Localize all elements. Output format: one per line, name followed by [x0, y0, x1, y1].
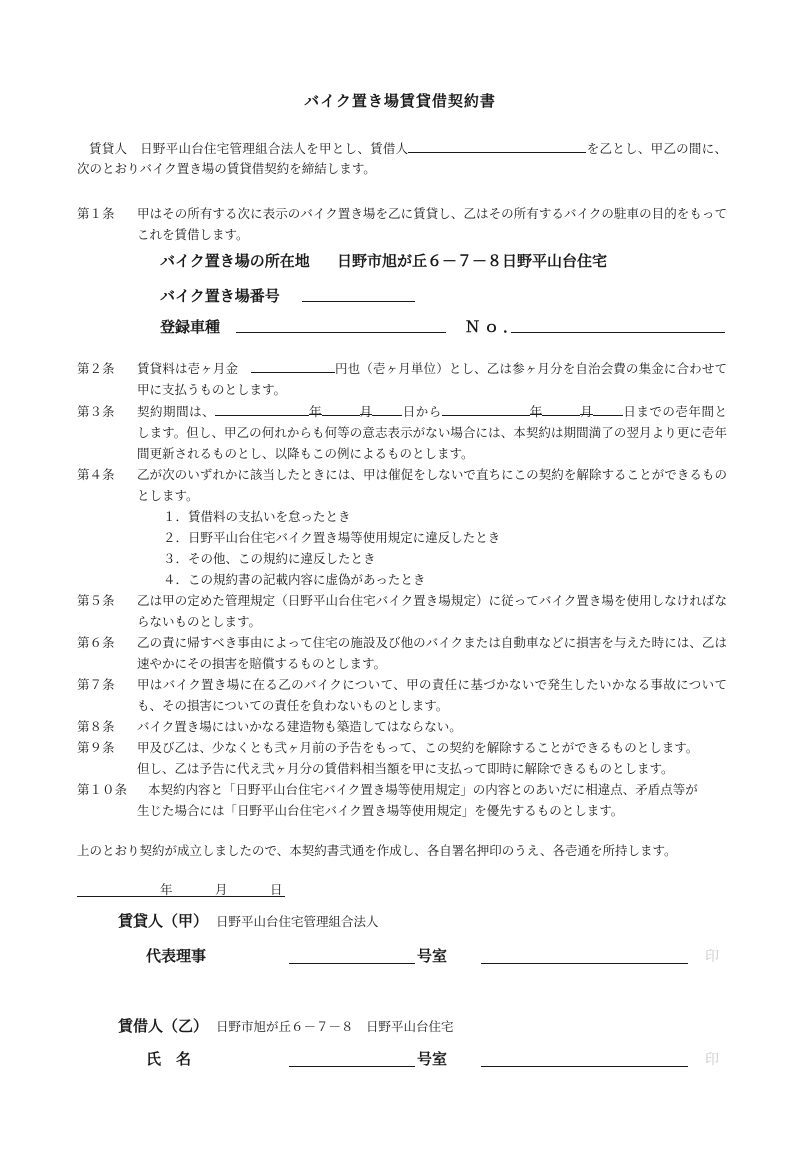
article-4-item-1: １．賃借料の支払いを怠ったとき	[163, 509, 351, 524]
location-value: 日野市旭が丘６－７－８日野平山台住宅	[337, 252, 608, 270]
start-year-blank[interactable]	[215, 402, 309, 416]
article-2-body	[137, 358, 727, 400]
article-4-item-4: ４．この規約書の記載内容に虚偽があったとき	[163, 572, 426, 587]
end-year-text: 年	[530, 401, 543, 415]
end-day-text: 日までの壱年	[622, 404, 702, 419]
article-5-body: 乙は甲の定めた管理規定（日野平山台住宅バイク置き場規定）に従ってバイク置き場を使用しなければならないものとします。	[137, 593, 727, 629]
article-9-line-1: 甲及び乙は、少なくとも弐ヶ月前の予告をもって、この契約を解除することができるものとします。	[137, 740, 699, 755]
article-1-body: 甲はその所有する次に表示のバイク置き場を乙に賃貸し、乙はその所有するバイクの駐車の目的をもってこれを賃借します。	[137, 206, 727, 242]
lessor-name: 日野平山台住宅管理組合法人	[216, 914, 379, 929]
end-month-blank[interactable]	[542, 402, 580, 416]
article-9-label: 第９条	[77, 740, 115, 755]
start-day-blank[interactable]	[372, 402, 402, 416]
lessor-rep-label: 代表理事	[146, 947, 207, 965]
article-6-label: 第６条	[77, 635, 115, 650]
start-year-text: 年	[309, 401, 322, 415]
end-month-text: 月	[580, 401, 593, 415]
article-5-label: 第５条	[77, 593, 115, 608]
start-month-text: 月	[360, 401, 373, 415]
article-1-label: 第１条	[77, 206, 115, 221]
lessor-signature-blank[interactable]	[481, 963, 688, 964]
lessor-seal-mark: 印	[705, 949, 719, 965]
vehicle-label: 登録車種	[160, 318, 221, 336]
article-4-item-2: ２．日野平山台住宅バイク置き場等使用規定に違反したとき	[163, 530, 501, 545]
article-2-text-2: 円也（壱ヶ月単位）とし、乙は参ヶ月分を自治会費の集金に合わせて甲に支払うものとします。	[137, 361, 727, 397]
lessee-name-blank[interactable]	[408, 139, 586, 153]
article-7-label: 第７条	[77, 677, 115, 692]
article-6-body: 乙の責に帰すべき事由によって住宅の施設及び他のバイクまたは自動車などに損害を与えた時には、乙は速やかにその損害を賠償するものとします。	[137, 635, 727, 671]
start-month-blank[interactable]	[322, 402, 360, 416]
article-3-label: 第３条	[77, 404, 115, 419]
article-8-body: バイク置き場にはいかなる建造物も築造してはならない。	[137, 719, 462, 734]
article-10-label: 第１０条	[77, 782, 128, 797]
vehicle-number-blank[interactable]	[511, 332, 725, 333]
closing-statement: 上のとおり契約が成立しましたので、本契約書弐通を作成し、各自署名押印のうえ、各壱通を所持します。	[77, 843, 677, 858]
vehicle-no-label: Ｎｏ．	[465, 318, 523, 336]
end-day-blank[interactable]	[593, 402, 623, 416]
lessee-seal-mark: 印	[705, 1052, 719, 1068]
article-2-label: 第２条	[77, 361, 115, 376]
article-9-line-2: 但し、乙は予告に代え弐ヶ月分の賃借料相当額を甲に支払って即時に解除できるものとします。	[137, 761, 674, 776]
lessee-address: 日野市旭が丘６－７－８ 日野平山台住宅	[216, 1019, 454, 1034]
location-label: バイク置き場の所在地	[160, 252, 310, 270]
document-title: バイク置き場賃貸借契約書	[304, 92, 496, 110]
article-10-line-1: 本契約内容と「日野平山台住宅バイク置き場等使用規定」の内容とのあいだに相違点、矛盾点等が	[148, 782, 698, 797]
rent-amount-blank[interactable]	[251, 359, 335, 373]
article-7-body: 甲はバイク置き場に在る乙のバイクについて、甲の責任に基づかないで発生したいかなる事故についても、その損害についての責任を負わないものとします。	[137, 677, 727, 713]
lessee-room-blank[interactable]	[289, 1066, 415, 1067]
date-year: 年	[160, 882, 173, 897]
date-line[interactable]	[77, 896, 285, 897]
date-day: 日	[270, 882, 283, 897]
article-3-prefix: 契約期間は、	[137, 404, 216, 419]
article-4-item-3: ３．その他、この規約に違反したとき	[163, 551, 376, 566]
intro-paragraph	[77, 139, 727, 179]
space-number-blank[interactable]	[302, 301, 415, 302]
article-3-body	[137, 401, 727, 464]
lessee-heading: 賃借人（乙）	[118, 1017, 209, 1035]
article-10-line-2: 生じた場合には「日野平山台住宅バイク置き場等使用規定」を優先するものとします。	[137, 803, 624, 818]
lessor-heading: 賃貸人（甲）	[118, 912, 209, 930]
article-2-text-1: 賃貸料は壱ヶ月金	[137, 361, 239, 376]
start-day-text: 日から	[402, 404, 442, 419]
intro-text-1: 賃貸人 日野平山台住宅管理組合法人を甲とし、賃借人	[89, 141, 409, 156]
article-8-label: 第８条	[77, 719, 115, 734]
end-year-blank[interactable]	[442, 402, 530, 416]
article-3-rest: 間とします。但し、甲乙の何れからも何等の意志表示がない場合には、本契約は期間満了の翌月より更に壱年間更新されるものとし、以降もこの例によるものとします。	[137, 404, 727, 461]
lessor-room-blank[interactable]	[289, 963, 415, 964]
lessee-signature-blank[interactable]	[481, 1066, 688, 1067]
lessee-room-label: 号室	[417, 1050, 448, 1068]
space-number-label: バイク置き場番号	[160, 287, 280, 305]
article-4-body: 乙が次のいずれかに該当したときには、甲は催促をしないで直ちにこの契約を解除することができるものとします。	[137, 467, 727, 503]
vehicle-blank[interactable]	[236, 332, 446, 333]
date-month: 月	[215, 882, 228, 897]
article-4-label: 第４条	[77, 467, 115, 482]
lessor-room-label: 号室	[417, 947, 448, 965]
lessee-name-label: 氏 名	[146, 1050, 192, 1068]
intro-text-2: を乙とし、甲乙の間に、次のとおりバイク置き場の賃貸借契約を締結します。	[77, 141, 727, 176]
